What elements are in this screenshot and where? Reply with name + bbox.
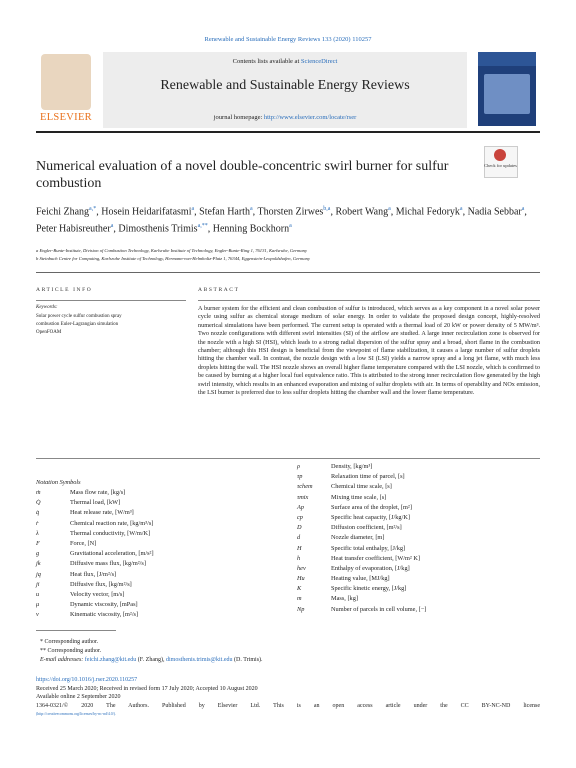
nomenclature-symbol: H [297, 544, 302, 552]
nomenclature-row [36, 600, 286, 610]
nomenclature-description: Relaxation time of parcel, [s] [331, 473, 405, 481]
nomenclature-row [297, 533, 540, 543]
article-title: Numerical evaluation of a novel double-concentric swirl burner for sulfur combustion [36, 159, 449, 191]
author-affiliation-marker[interactable]: a [249, 206, 253, 212]
author-affiliation-marker[interactable]: a,** [197, 223, 208, 230]
nomenclature-symbol: jq [36, 570, 41, 578]
nomenclature-left-column [36, 478, 286, 620]
nomenclature-description: Diffusion coefficient, [m²/s] [331, 524, 402, 532]
nomenclature-symbol: ν [36, 611, 39, 619]
nomenclature-description: Heat flux, [J/m²/s] [70, 570, 117, 578]
journal-homepage [103, 114, 467, 121]
author-name[interactable]: Nadia Sebbar [467, 206, 522, 218]
nomenclature-symbol: ji [36, 580, 40, 588]
nomenclature-symbol: u [36, 590, 40, 598]
email-name-zhang: (F. Zhang), [136, 657, 166, 663]
nomenclature-row [297, 523, 540, 533]
nomenclature-description: Specific kinetic energy, [J/kg] [331, 585, 407, 593]
nomenclature-row [36, 508, 286, 518]
author-affiliation-marker[interactable]: a [388, 206, 391, 212]
nomenclature-description: Gravitational acceleration, [m/s²] [70, 550, 154, 558]
nomenclature-row [36, 570, 286, 580]
nomenclature-description: Specific total enthalpy, [J/kg] [331, 544, 406, 552]
nomenclature-right-column [297, 462, 540, 615]
check-updates-label: Check for updates [484, 163, 517, 168]
nomenclature-row [36, 580, 286, 590]
masthead-rule [36, 131, 540, 133]
nomenclature-symbol: hev [297, 564, 306, 572]
author-name[interactable]: Henning Bockhorn [212, 223, 290, 235]
elsevier-tree-icon [41, 54, 91, 110]
nomenclature-symbol: m [297, 595, 302, 603]
nomenclature-row [297, 503, 540, 513]
nomenclature-row [297, 482, 540, 492]
author-affiliation-marker[interactable]: a [521, 206, 525, 212]
cover-header-strip [478, 52, 536, 66]
author-affiliation-marker[interactable]: a [191, 206, 195, 212]
nomenclature-description: Thermal conductivity, [W/m/K] [70, 529, 151, 537]
author-name[interactable]: Dimosthenis Trimis [118, 223, 198, 235]
nomenclature-description: Mixing time scale, [s] [331, 493, 387, 501]
nomenclature-description: Specific heat capacity, [J/kg/K] [331, 513, 410, 521]
author-name[interactable]: Feichi Zhang [36, 206, 90, 218]
cover-artwork [484, 74, 530, 114]
license-text: 1364-0321/© 2020 The Authors. Published by Elsevier Ltd. This is an open access article under the CC BY-NC-ND license [36, 702, 540, 709]
nomenclature-symbol: D [297, 524, 302, 532]
doi-link[interactable]: https://doi.org/10.1016/j.rser.2020.110257 [36, 677, 138, 683]
check-updates-icon [494, 149, 506, 161]
nomenclature-symbol: q̇ [36, 509, 40, 517]
license-link[interactable]: (http://creativecommons.org/licenses/by-nc-nd/4.0/). [36, 712, 116, 716]
nomenclature-symbol: ρ [297, 463, 301, 470]
nomenclature-description: Nozzle diameter, [m] [331, 534, 385, 542]
nomenclature-caption: Notation Symbols [36, 479, 81, 486]
nomenclature-row [297, 513, 540, 523]
nomenclature-row [36, 549, 286, 559]
keyword: OpenFOAM [36, 330, 62, 335]
author-name[interactable]: Thorsten Zirwes [257, 206, 324, 218]
nomenclature-description: Heat release rate, [W/m³] [70, 509, 134, 517]
nomenclature-row [36, 539, 286, 549]
nomenclature-row [297, 472, 540, 482]
nomenclature-row [297, 544, 540, 554]
nomenclature-row [36, 488, 286, 498]
keyword: Solar power cycle sulfur combustion spray [36, 314, 122, 319]
nomenclature-symbol: Ap [297, 503, 304, 511]
nomenclature-description: Heating value, [MJ/kg] [331, 575, 390, 583]
author-name[interactable]: Peter Habisreuther [36, 223, 111, 235]
corresponding-author-2: ** Corresponding author. [40, 648, 102, 654]
affiliation-a: a Engler-Bunte-Institute, Division of Combustion Technology, Karlsruhe Institute of Technology, Engler-Bunte-Ring 1, 76131, Karlsruhe, Germany [36, 248, 307, 253]
journal-reference[interactable]: Renewable and Sustainable Energy Reviews 133 (2020) 110257 [204, 36, 372, 43]
sciencedirect-link[interactable]: ScienceDirect [300, 58, 338, 65]
nomenclature-row [36, 519, 286, 529]
footnotes [40, 638, 540, 665]
section-divider [36, 272, 540, 273]
nomenclature-symbol: Hu [297, 575, 305, 583]
homepage-link[interactable]: http://www.elsevier.com/locate/rser [263, 114, 357, 121]
abstract-heading: ABSTRACT [198, 287, 240, 293]
nomenclature-symbol: τchem [297, 483, 313, 491]
nomenclature-description: Mass, [kg] [331, 595, 358, 603]
elsevier-wordmark: ELSEVIER [40, 112, 92, 123]
nomenclature-description: Chemical reaction rate, [kg/m³/s] [70, 519, 154, 527]
nomenclature-row [297, 574, 540, 584]
received-dates: Received 25 March 2020; Received in revised form 17 July 2020; Accepted 10 August 2020 [36, 685, 258, 692]
keywords-label: Keywords: [36, 305, 58, 310]
nomenclature-description: Surface area of the droplet, [m²] [331, 503, 412, 511]
nomenclature-description: Dynamic viscosity, [mPas] [70, 601, 138, 609]
nomenclature-symbol: jk [36, 560, 41, 568]
nomenclature-symbol: h [297, 554, 301, 562]
available-online: Available online 2 September 2020 [36, 694, 121, 700]
affiliations [36, 247, 540, 263]
nomenclature-symbol: ṁ [36, 489, 41, 496]
author-name[interactable]: Michal Fedoryk [395, 206, 460, 218]
homepage-prefix: journal homepage: [213, 114, 264, 121]
nomenclature-symbol: K [297, 585, 302, 593]
abstract-text: A burner system for the efficient and clean combustion of sulfur is introduced, which serves as a key component in a novel solar power cycle using sulfur as chemical storage medium of solar energy. In order to validate the proposed design concept, highly-resolved numerical simulations have been performed. The current setup is operated with a thermal load of 20 kW or power density of 5 MW/m³. Two nozzle configurations with different swirl intensities (SI) of the airflow are studied. A large inner recirculation zone is observed for the nozzle with a high SI (HSI), which leads to a strong radial dispersion of the sulfur spray and a broad, short flame in the combustion chamber; although this HSI design is beneficial from the viewpoint of flame stabilization, it causes a large number of sulfur droplets hitting the chamber wall. In contrast, the nozzle design with a low SI (LSI) yields a narrow spray and a long jet flame, with much less droplets hitting the wall. The HSI nozzle shows an overall higher flame temperature compared with the LSI nozzle, which is confirmed to be caused by burning at a higher local fuel equivalence ratio. This is attributed to the strong inner recirculation flow generated by the high swirl intensity, which results in an enhanced evaporation and mixing of sulfur droplets with air. In terms of operability and NOx emission, the LSI burner is preferred due to less sulfur droplets hitting the chamber wall and the lower flame temperature. [198, 305, 540, 397]
nomenclature-row [36, 590, 286, 600]
nomenclature-row [297, 462, 540, 472]
article-info-rule [36, 300, 186, 301]
nomenclature-symbol: τmix [297, 493, 309, 501]
nomenclature-description: Velocity vector, [m/s] [70, 590, 125, 598]
nomenclature-description: Thermal load, [kW] [70, 499, 121, 507]
nomenclature-row [36, 610, 286, 620]
article-info-heading: ARTICLE INFO [36, 287, 93, 293]
journal-title[interactable]: Renewable and Sustainable Energy Reviews [160, 78, 410, 93]
nomenclature-description: Diffusive mass flux, [kg/m²/s] [70, 560, 146, 568]
author-affiliation-marker[interactable]: a [289, 223, 292, 230]
nomenclature-symbol: g [36, 550, 40, 558]
nomenclature-row [36, 529, 286, 539]
publication-info [36, 676, 540, 719]
keyword: combustion Euler-Lagrangian simulation [36, 322, 119, 327]
nomenclature-description: Number of parcels in cell volume, [−] [331, 605, 427, 613]
nomenclature-symbol: λ [36, 529, 39, 537]
nomenclature-description: Mass flow rate, [kg/s] [70, 489, 126, 496]
nomenclature-row [36, 498, 286, 508]
author-affiliation-marker[interactable]: a [459, 206, 463, 212]
footnote-rule [36, 630, 116, 631]
nomenclature-rule [36, 458, 540, 459]
nomenclature-row [297, 564, 540, 574]
nomenclature-symbol: Np [297, 605, 305, 613]
nomenclature-description: Kinematic viscosity, [m²/s] [70, 611, 139, 619]
author-affiliation-marker[interactable]: a,* [89, 206, 97, 212]
email-label: E-mail addresses: [40, 657, 85, 663]
nomenclature-description: Diffusive flux, [kg/m²/s] [70, 580, 132, 588]
corresponding-author-1: * Corresponding author. [40, 639, 99, 645]
keywords-list [36, 313, 186, 337]
nomenclature-row [297, 584, 540, 594]
email-name-trimis: (D. Trimis). [232, 657, 263, 663]
nomenclature-symbol: μ [36, 601, 40, 609]
nomenclature-description: Density, [kg/m³] [331, 463, 373, 470]
author-name[interactable]: Stefan Harth [199, 206, 250, 218]
nomenclature-description: Chemical time scale, [s] [331, 483, 392, 491]
nomenclature-symbol: Q̇ [36, 499, 41, 507]
nomenclature-symbol: ṙ [36, 519, 39, 527]
author-affiliation-marker[interactable]: a [110, 223, 114, 230]
nomenclature-description: Heat transfer coefficient, [W/m² K] [331, 554, 421, 562]
nomenclature-symbol: τp [297, 473, 303, 481]
nomenclature-symbol: d [297, 534, 301, 542]
email-link-trimis[interactable]: dimosthenis.trimis@kit.edu [165, 657, 233, 663]
nomenclature-symbol: F [36, 539, 40, 547]
contents-available-prefix: Contents lists available at [232, 58, 301, 65]
nomenclature-description: Force, [N] [70, 539, 97, 547]
email-link-zhang[interactable]: feichi.zhang@kit.edu [84, 657, 137, 663]
email-addresses [40, 656, 540, 665]
nomenclature-symbol: cp [297, 513, 303, 521]
affiliation-b: b Steinbuch Centre for Computing, Karlsruhe Institute of Technology, Hermann-von-Helmholtz-Platz 1, 76344, Eggenstein-Leopoldshafen, Germany [36, 256, 310, 261]
author-affiliation-marker[interactable]: b,a [323, 206, 331, 212]
nomenclature-row [36, 559, 286, 569]
contents-available [103, 58, 467, 65]
author-name[interactable]: Robert Wang [335, 206, 389, 218]
author-list: Feichi Zhang$^{a,*}$, Hosein Heidarifatasmi$^a$, Stefan Harth$^a$, Thorsten Zirwes$^{b,a}$, Robert Wang$^a$, Michal Fedoryk$^a$, Nadia Sebbar$^a$, Peter Habisreuther$^a$, Dimosthenis Trimis$^{a,**}$, Henning Bockhorn$^a$ [36, 206, 527, 235]
nomenclature-row [297, 493, 540, 503]
nomenclature-row [297, 594, 540, 604]
nomenclature-row [297, 554, 540, 564]
author-name[interactable]: Hosein Heidarifatasmi [101, 206, 192, 218]
nomenclature-row [297, 605, 540, 615]
abstract-rule [198, 300, 540, 301]
nomenclature-description: Enthalpy of evaporation, [J/kg] [331, 564, 410, 572]
